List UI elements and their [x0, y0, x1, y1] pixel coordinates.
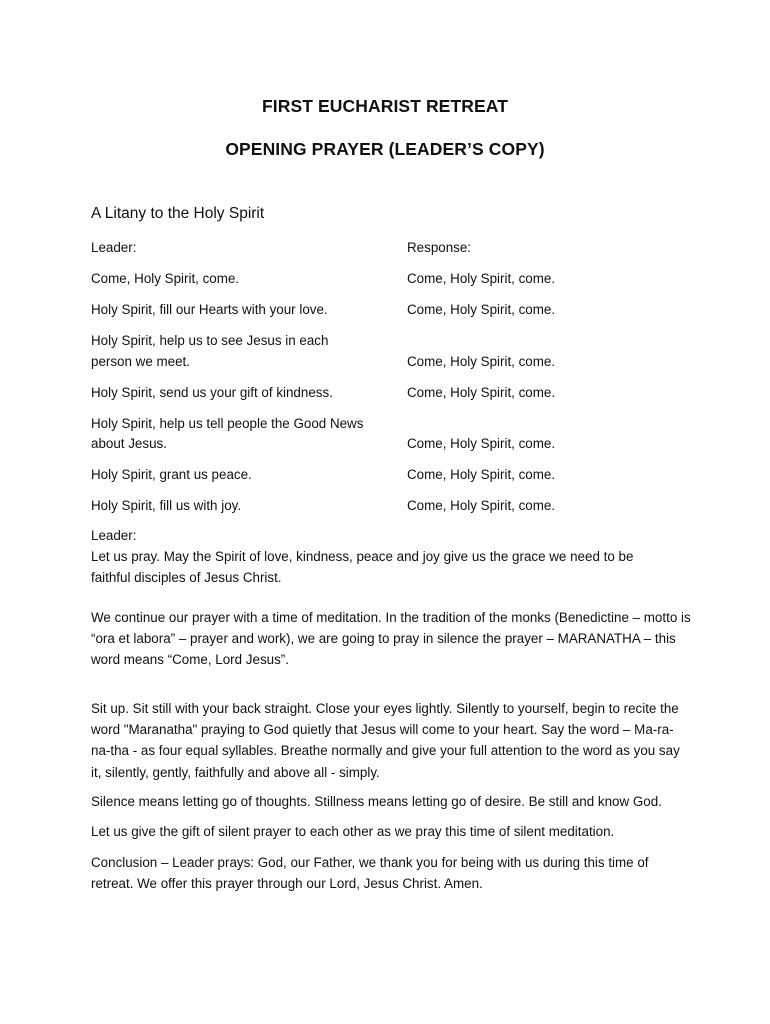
litany-response-line: Come, Holy Spirit, come.	[407, 436, 556, 451]
litany-header-row	[91, 238, 691, 259]
closing-prayer-text: Let us pray. May the Spirit of love, kindness, peace and joy give us the grace we need to be faithful disciples of Jesus Christ.	[91, 549, 634, 586]
litany-leader-line: Holy Spirit, help us to see Jesus in each person we meet.	[91, 333, 329, 369]
leader-label: Leader:	[91, 528, 137, 543]
litany-heading: A Litany to the Holy Spirit	[91, 205, 265, 222]
instructions-paragraph	[91, 698, 691, 783]
silence-text: Silence means letting go of thoughts. Stillness means letting go of desire. Be still and know God.	[91, 794, 662, 809]
litany-leader-line: Holy Spirit, fill our Hearts with your love.	[91, 302, 328, 317]
page-title: FIRST EUCHARIST RETREAT	[261, 96, 508, 116]
litany-response-line: Come, Holy Spirit, come.	[407, 271, 556, 286]
instructions-text: Sit up. Sit still with your back straight. Close your eyes lightly. Silently to yourself, begin to recite the word "Maranatha" praying to God quietly that Jesus will come to your heart. Say the word – Ma-ra-na-tha - as four equal syllables. Breathe normally and give your full attention to the word as you say it, silently, gently, faithfully and above all - simply.	[91, 701, 680, 780]
meditation-intro-paragraph	[91, 607, 691, 671]
litany-row	[91, 331, 691, 372]
litany-leader-line: Come, Holy Spirit, come.	[91, 271, 240, 286]
litany-row	[91, 496, 691, 517]
litany-row	[91, 465, 691, 486]
closing-prayer-block	[91, 525, 691, 589]
leader-column-label: Leader:	[91, 240, 137, 255]
litany-row	[91, 300, 691, 321]
gift-paragraph	[91, 821, 691, 842]
litany-leader-line: Holy Spirit, send us your gift of kindness.	[91, 384, 333, 400]
page-subtitle: OPENING PRAYER (LEADER’S COPY)	[225, 139, 545, 159]
gift-text: Let us give the gift of silent prayer to each other as we pray this time of silent meditation.	[91, 824, 615, 839]
litany-leader-line: Holy Spirit, grant us peace.	[91, 467, 252, 482]
silence-paragraph	[91, 791, 691, 812]
conclusion-text: Conclusion – Leader prays: God, our Father, we thank you for being with us during this time of retreat. We offer this prayer through our Lord, Jesus Christ. Amen.	[91, 855, 649, 892]
response-column-label: Response:	[407, 240, 472, 255]
litany-row	[91, 383, 691, 404]
litany-leader-line: Holy Spirit, help us tell people the Good News about Jesus.	[91, 415, 364, 451]
litany-response-line: Come, Holy Spirit, come.	[407, 384, 556, 400]
conclusion-paragraph	[91, 852, 691, 894]
litany-response-line: Come, Holy Spirit, come.	[407, 353, 556, 369]
litany-row	[91, 414, 691, 455]
litany-response-line: Come, Holy Spirit, come.	[407, 467, 556, 482]
litany-response-line: Come, Holy Spirit, come.	[407, 302, 556, 317]
litany-response-line: Come, Holy Spirit, come.	[407, 498, 556, 513]
litany-leader-line: Holy Spirit, fill us with joy.	[91, 498, 242, 513]
meditation-intro-text: We continue our prayer with a time of meditation. In the tradition of the monks (Benedictine – motto is “ora et labora” – prayer and work), we are going to pray in silence the prayer – MARANATHA – this word means “Come, Lord Jesus”.	[91, 610, 691, 668]
litany-row	[91, 269, 691, 290]
litany-table	[91, 238, 691, 527]
